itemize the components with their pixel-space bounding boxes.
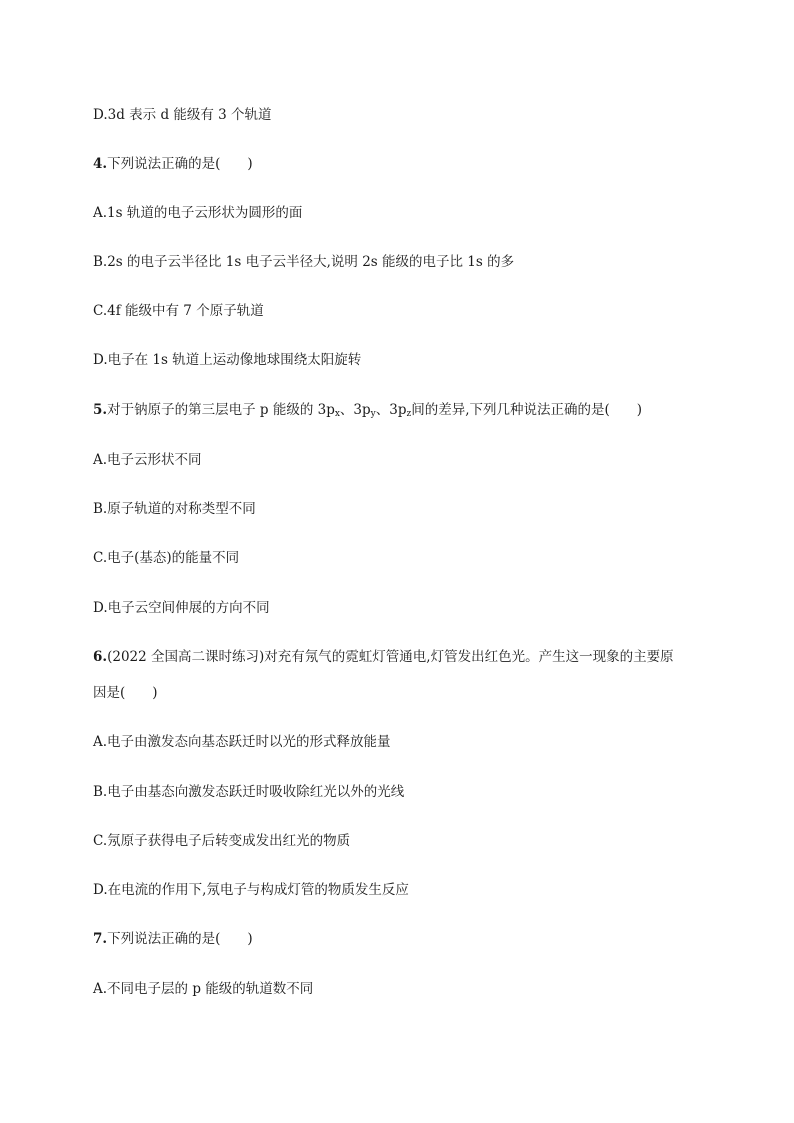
q4-option-c: C.4f 能级中有 7 个原子轨道 [93, 303, 264, 319]
q7-stem: 7.下列说法正确的是( ) [93, 931, 253, 947]
q5-stem: 5.对于钠原子的第三层电子 p 能级的 $3p_x$、$3p_y$、$3p_z$间的差异,下列几种说法正确的是( ) [93, 402, 643, 419]
q4-option-d: D.电子在 1s 轨道上运动像地球围绕太阳旋转 [93, 352, 362, 368]
q6-stem: 6.(2022 全国高二课时练习)对充有氖气的霓虹灯管通电,灯管发出红色光。产生这一现象的主要原 [93, 649, 674, 665]
q5-option-c: C.电子(基态)的能量不同 [93, 550, 240, 566]
q6-option-b: B.电子由基态向激发态跃迁时吸收除红光以外的光线 [93, 784, 405, 800]
q5-option-b: B.原子轨道的对称类型不同 [93, 501, 256, 517]
q4-option-b: B.2s 的电子云半径比 1s 电子云半径大,说明 2s 能级的电子比 1s 的多 [93, 254, 515, 270]
q3-option-d: D.3d 表示 d 能级有 3 个轨道 [93, 107, 272, 123]
q5-option-a: A.电子云形状不同 [93, 452, 202, 468]
q7-option-a: A.不同电子层的 p 能级的轨道数不同 [93, 981, 314, 997]
q6-option-d: D.在电流的作用下,氖电子与构成灯管的物质发生反应 [93, 882, 409, 898]
q5-option-d: D.电子云空间伸展的方向不同 [93, 600, 270, 616]
q4-option-a: A.1s 轨道的电子云形状为圆形的面 [93, 205, 303, 221]
q4-stem: 4.下列说法正确的是( ) [93, 156, 253, 172]
q6-option-a: A.电子由激发态向基态跃迁时以光的形式释放能量 [93, 734, 391, 750]
q6-stem-cont: 因是( ) [93, 685, 158, 701]
q6-option-c: C.氖原子获得电子后转变成发出红光的物质 [93, 833, 351, 849]
